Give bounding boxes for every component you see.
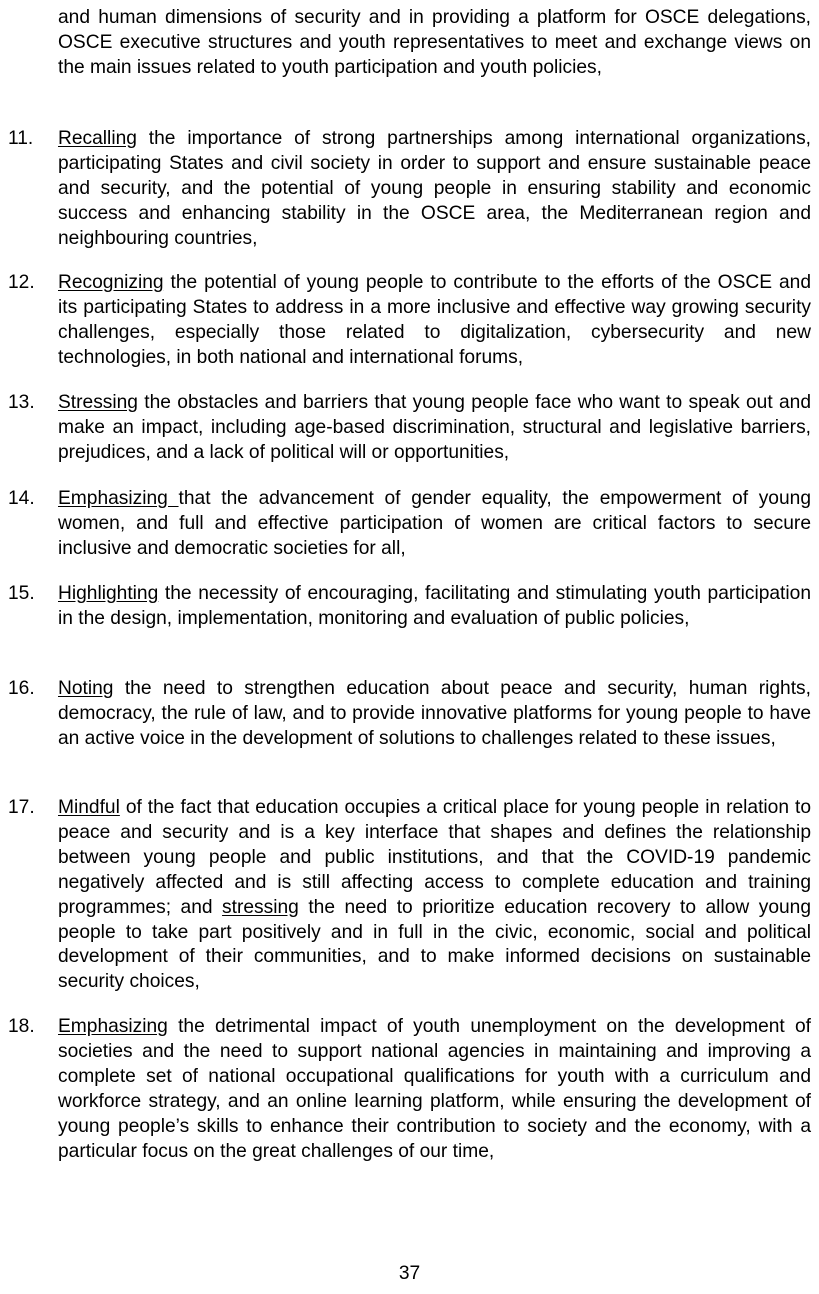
paragraph-number: 16. [8,678,35,699]
paragraph-text [58,1015,811,1164]
paragraph-text [58,271,811,371]
paragraph-number: 17. [8,797,35,818]
paragraph-number: 14. [8,488,35,509]
paragraph-body: that the advancement of gender equality, the empowerment of young women, and full and effective participation of women are critical factors to secure inclusive and democratic societies for all, [58,488,811,559]
paragraph-text [58,582,811,632]
paragraph-body: the need to strengthen education about peace and security, human rights, democracy, the rule of law, and to provide innovative platforms for young people to have an active voice in the development of solutions to challenges related to these issues, [58,678,811,749]
paragraph-number: 11. [8,128,34,149]
paragraph-lead-verb: Emphasizing [58,488,179,509]
paragraph-secondary-verb: stressing [222,896,299,918]
paragraph-body-continued: the need to prioritize education recovery to allow young people to take part positively and in full in the civic, economic, social and political development of their communities, and to make informed decisions on sustainable security choices, [58,896,811,993]
paragraph-text [58,487,811,562]
paragraph-number: 13. [8,392,35,413]
paragraph-lead-verb: Highlighting [58,583,159,604]
paragraph-text [58,796,811,995]
page-number: 37 [398,1263,421,1284]
paragraph-number: 12. [8,272,35,293]
paragraph-lead-verb: Noting [58,678,114,699]
paragraph-lead-verb: Stressing [58,392,138,413]
paragraph-lead-verb: Mindful [58,797,120,818]
paragraph-lead-verb: Recalling [58,128,137,149]
paragraph-text [58,127,811,252]
paragraph-body: of the fact that education occupies a critical place for young people in relation to peace and security and is a key interface that shapes and defines the relationship between young people and public institutions, and that the COVID-19 pandemic negatively affected and is still affecting access to complete education and training programmes; and [58,797,811,918]
paragraph-text [58,391,811,466]
paragraph-lead-verb: Recognizing [58,272,164,293]
paragraph-body: the detrimental impact of youth unemployment on the development of societies and the need to support national agencies in maintaining and improving a complete set of national occupational qualifications for youth with a curriculum and workforce strategy, and an online learning platform, while ensuring the development of young people’s skills to enhance their contribution to society and the economy, with a particular focus on the great challenges of our time, [58,1016,811,1162]
paragraph-number: 18. [8,1016,35,1037]
paragraph-body: the necessity of encouraging, facilitating and stimulating youth participation in the design, implementation, monitoring and evaluation of public policies, [58,583,811,629]
paragraph-lead-verb: Emphasizing [58,1016,168,1037]
intro-continuation-text: and human dimensions of security and in providing a platform for OSCE delegations, OSCE executive structures and youth representatives to meet and exchange views on the main issues related to youth participation and youth policies, [58,7,811,78]
paragraph-body: the importance of strong partnerships among international organizations, participating States and civil society in order to support and ensure sustainable peace and security, and the potential of young people in ensuring stability and economic success and enhancing stability in the OSCE area, the Mediterranean region and neighbouring countries, [58,128,811,249]
paragraph-body: the obstacles and barriers that young people face who want to speak out and make an impact, including age-based discrimination, structural and legislative barriers, prejudices, and a lack of political will or opportunities, [58,392,811,463]
paragraph-body: the potential of young people to contribute to the efforts of the OSCE and its participating States to address in a more inclusive and effective way growing security challenges, especially those related to digitalization, cybersecurity and new technologies, in both national and international forums, [58,272,811,368]
paragraph-number: 15. [8,583,35,604]
paragraph-text [58,677,811,752]
